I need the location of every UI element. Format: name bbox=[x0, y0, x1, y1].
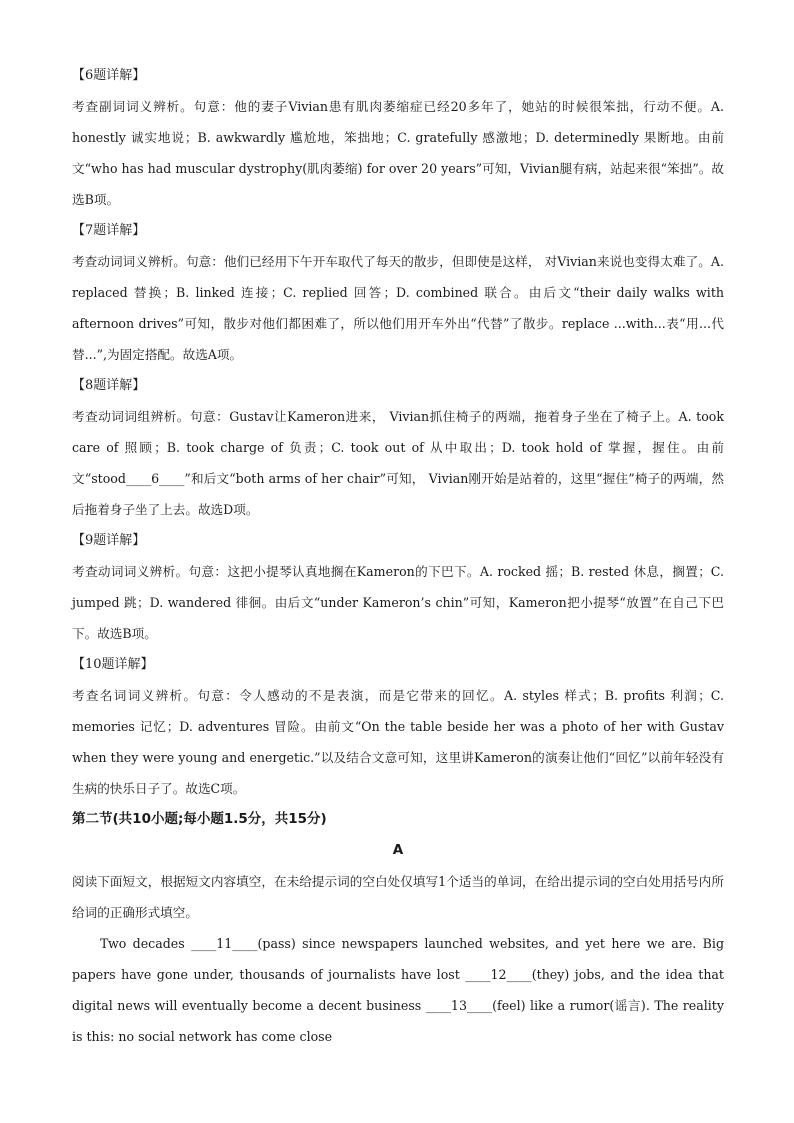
q6-explanation bbox=[72, 60, 724, 215]
document-page bbox=[72, 60, 724, 1052]
section-title: 第二节(共10小题;每小题1.5分，共15分) bbox=[72, 811, 327, 827]
q7-heading: 【7题详解】 bbox=[72, 223, 146, 238]
q9-explanation bbox=[72, 525, 724, 649]
part-label: A bbox=[392, 842, 404, 858]
q6-text: 考查副词词义辨析。句意：他的妻子Vivian患有肌肉萎缩症已经20多年了，她站的时候很笨拙，行动不便。A. honestly 诚实地说；B. awkwardly 尴尬地，笨拙地；C. gratefully 感激地；D. determinedly 果断地。由前文“who has had muscular dystrophy(肌肉萎缩) for over 20 years”可知，Vivian腿有病，站起来很“笨拙”。故选B项。 bbox=[72, 99, 724, 207]
section-instructions: 阅读下面短文，根据短文内容填空，在未给提示词的空白处仅填写1个适当的单词，在给出提示词的空白处用括号内所给词的正确形式填空。 bbox=[72, 874, 724, 920]
q10-heading: 【10题详解】 bbox=[72, 657, 154, 672]
q8-explanation bbox=[72, 370, 724, 525]
q7-explanation bbox=[72, 215, 724, 370]
q10-text: 考查名词词义辨析。句意：令人感动的不是表演，而是它带来的回忆。A. styles 样式；B. profits 利润；C. memories 记忆；D. adventures 冒险。由前文“On the table beside her was a photo of her with Gustav when they were young and energetic.”以及结合文意可知，这里讲Kameron的演奏让他们“回忆”以前年轻没有生病的快乐日子了。故选C项。 bbox=[72, 688, 724, 796]
q6-heading: 【6题详解】 bbox=[72, 68, 146, 83]
q9-heading: 【9题详解】 bbox=[72, 533, 146, 548]
q8-heading: 【8题详解】 bbox=[72, 378, 146, 393]
q8-text: 考查动词词组辨析。句意：Gustav让Kameron进来， Vivian抓住椅子的两端，拖着身子坐在了椅子上。A. took care of 照顾；B. took charge of 负责；C. took out of 从中取出；D. took hold of 掌握，握住。由前文“stood____6____”和后文“both arms of her chair”可知， Vivian刚开始是站着的，这里“握住”椅子的两端，然后拖着身子坐了上去。故选D项。 bbox=[72, 409, 724, 517]
q10-explanation bbox=[72, 649, 724, 804]
q7-text: 考查动词词义辨析。句意：他们已经用下午开车取代了每天的散步，但即使是这样， 对Vivian来说也变得太难了。A. replaced 替换；B. linked 连接；C. replied 回答；D. combined 联合。由后文“their daily walks with afternoon drives”可知，散步对他们都困难了，所以他们用开车外出“代替”了散步。replace ...with...表“用...代替...”,为固定搭配。故选A项。 bbox=[72, 254, 724, 362]
q9-text: 考查动词词义辨析。句意：这把小提琴认真地搁在Kameron的下巴下。A. rocked 摇；B. rested 休息，搁置；C. jumped 跳；D. wandered 徘徊。由后文“under Kameron’s chin”可知，Kameron把小提琴“放置”在自己下巴下。故选B项。 bbox=[72, 564, 724, 641]
passage-text: Two decades ____11____(pass) since newspapers launched websites, and yet here we are. Big papers have gone under, thousands of journalists have lost ____12____(they) jobs, and the idea that digital news will eventually become a decent business ____13____(feel) like a rumor(谣言). The reality is this: no social network has come close bbox=[72, 936, 724, 1044]
